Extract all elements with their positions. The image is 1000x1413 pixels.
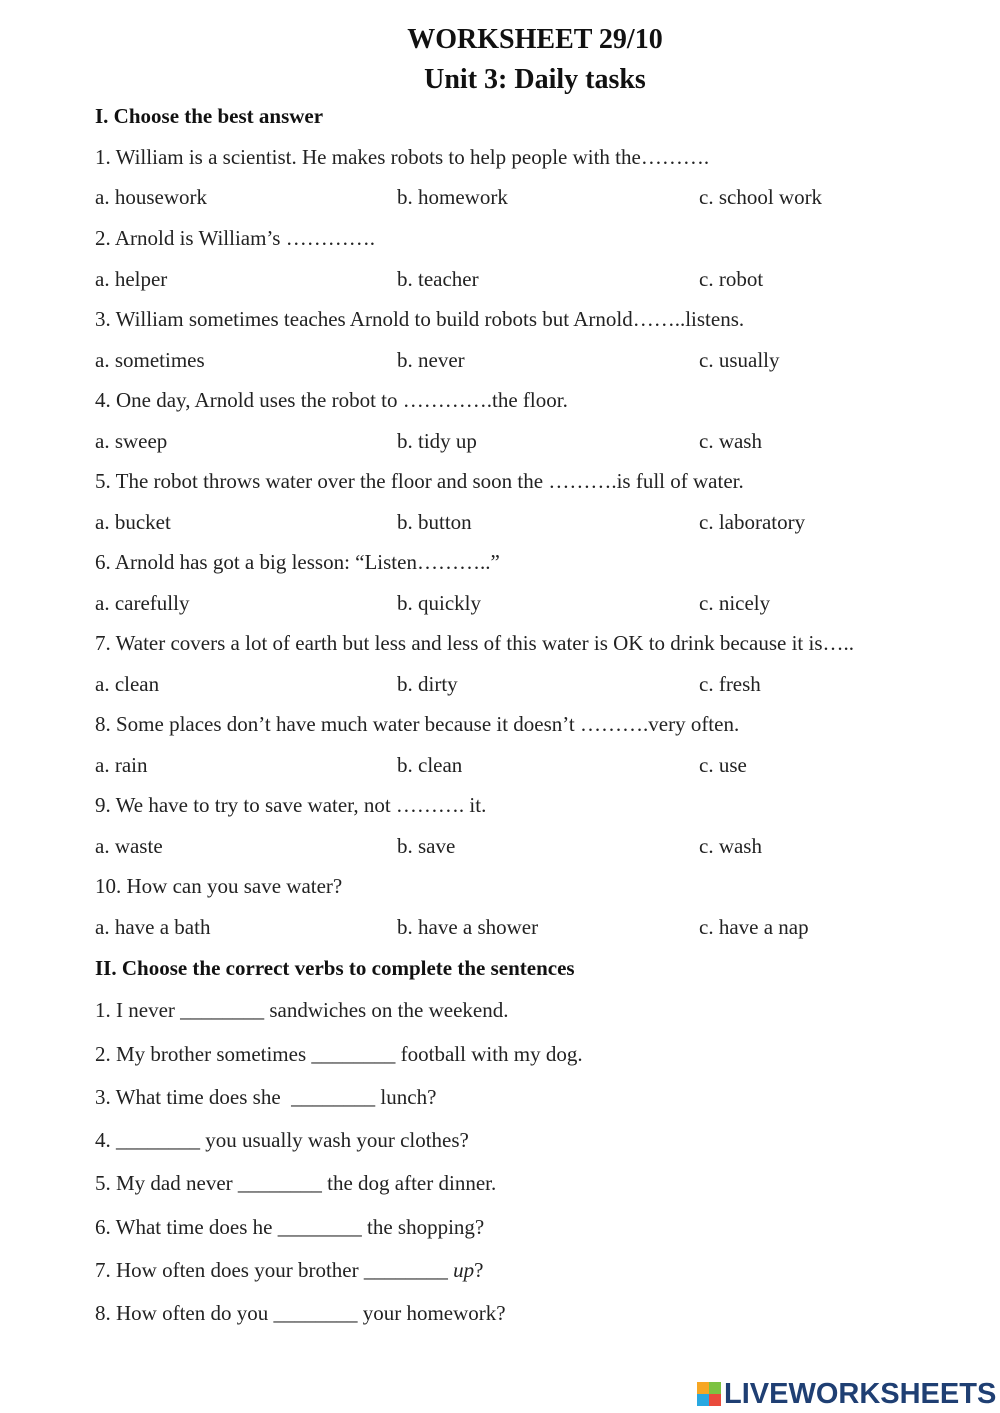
- sentence-3[interactable]: 3. What time does she ________ lunch?: [95, 1085, 437, 1109]
- question-2: 2. Arnold is William’s ………….: [95, 226, 375, 250]
- q1-option-b[interactable]: b. homework: [397, 185, 508, 209]
- sentence-4[interactable]: 4. ________ you usually wash your clothes?: [95, 1128, 469, 1152]
- q3-option-b[interactable]: b. never: [397, 348, 465, 372]
- q7-option-a[interactable]: a. clean: [95, 672, 160, 696]
- q7-option-b[interactable]: b. dirty: [397, 672, 458, 696]
- q6-option-b[interactable]: b. quickly: [397, 591, 481, 615]
- q8-option-a[interactable]: a. rain: [95, 753, 148, 777]
- liveworksheets-logo: [697, 1379, 996, 1409]
- page-title: WORKSHEET 29/10: [407, 24, 663, 55]
- section2-heading: II. Choose the correct verbs to complete the sentences: [95, 956, 575, 980]
- sentence-8[interactable]: 8. How often do you ________ your homework?: [95, 1301, 506, 1325]
- q10-option-a[interactable]: a. have a bath: [95, 915, 211, 939]
- question-8: 8. Some places don’t have much water because it doesn’t ……….very often.: [95, 712, 740, 736]
- q5-option-b[interactable]: b. button: [397, 510, 472, 534]
- question-6: 6. Arnold has got a big lesson: “Listen………..”: [95, 550, 500, 574]
- sentence-5[interactable]: 5. My dad never ________ the dog after dinner.: [95, 1171, 497, 1195]
- q4-option-b[interactable]: b. tidy up: [397, 429, 477, 453]
- question-3: 3. William sometimes teaches Arnold to build robots but Arnold……..listens.: [95, 307, 745, 331]
- q3-option-a[interactable]: a. sometimes: [95, 348, 205, 372]
- sentence-6[interactable]: 6. What time does he ________ the shopping?: [95, 1215, 485, 1239]
- sentence-2[interactable]: 2. My brother sometimes ________ football with my dog.: [95, 1042, 583, 1066]
- sentence-1[interactable]: 1. I never ________ sandwiches on the weekend.: [95, 998, 509, 1022]
- q10-option-b[interactable]: b. have a shower: [397, 915, 539, 939]
- q6-option-a[interactable]: a. carefully: [95, 591, 190, 615]
- q8-option-b[interactable]: b. clean: [397, 753, 463, 777]
- q2-option-c[interactable]: c. robot: [699, 267, 764, 291]
- brand-name: LIVEWORKSHEETS: [724, 1377, 997, 1410]
- question-1: 1. William is a scientist. He makes robots to help people with the……….: [95, 145, 710, 169]
- question-9: 9. We have to try to save water, not ………. it.: [95, 793, 487, 817]
- q2-option-a[interactable]: a. helper: [95, 267, 168, 291]
- q1-option-a[interactable]: a. housework: [95, 185, 207, 209]
- sentence-7[interactable]: 7. How often does your brother ________ up?: [95, 1258, 484, 1282]
- section1-heading: I. Choose the best answer: [95, 104, 324, 128]
- question-10: 10. How can you save water?: [95, 874, 343, 898]
- q10-option-c[interactable]: c. have a nap: [699, 915, 809, 939]
- question-5: 5. The robot throws water over the floor and soon the ……….is full of water.: [95, 469, 744, 493]
- q7-option-c[interactable]: c. fresh: [699, 672, 761, 696]
- q2-option-b[interactable]: b. teacher: [397, 267, 479, 291]
- q9-option-b[interactable]: b. save: [397, 834, 456, 858]
- q3-option-c[interactable]: c. usually: [699, 348, 780, 372]
- q5-option-c[interactable]: c. laboratory: [699, 510, 806, 534]
- liveworksheets-logo-icon: [697, 1382, 721, 1406]
- q5-option-a[interactable]: a. bucket: [95, 510, 171, 534]
- q9-option-c[interactable]: c. wash: [699, 834, 762, 858]
- page-subtitle: Unit 3: Daily tasks: [424, 64, 646, 95]
- q4-option-a[interactable]: a. sweep: [95, 429, 168, 453]
- q9-option-a[interactable]: a. waste: [95, 834, 163, 858]
- q1-option-c[interactable]: c. school work: [699, 185, 823, 209]
- emphasis-word: up: [453, 1258, 475, 1282]
- question-7: 7. Water covers a lot of earth but less and less of this water is OK to drink because it is…..: [95, 631, 854, 655]
- q8-option-c[interactable]: c. use: [699, 753, 747, 777]
- q6-option-c[interactable]: c. nicely: [699, 591, 771, 615]
- question-4: 4. One day, Arnold uses the robot to ………….the floor.: [95, 388, 568, 412]
- q4-option-c[interactable]: c. wash: [699, 429, 762, 453]
